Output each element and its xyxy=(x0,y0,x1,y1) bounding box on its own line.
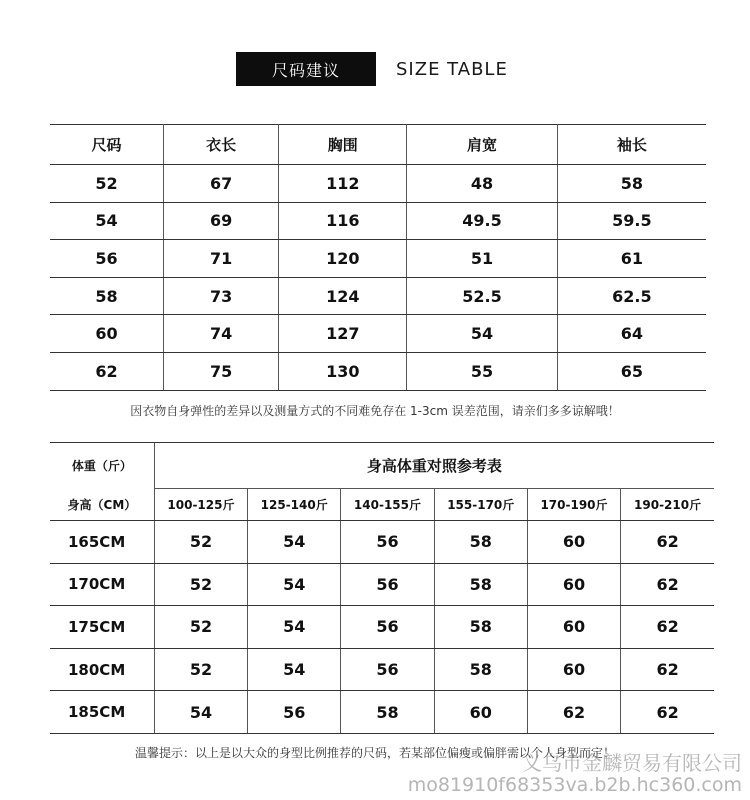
table-cell: 60 xyxy=(434,691,527,734)
tip-note: 温馨提示：以上是以大众的身型比例推荐的尺码，若某部位偏瘦或偏胖需以个人身型而定！ xyxy=(134,746,615,760)
table-cell: 130 xyxy=(279,352,407,390)
table-cell: 54 xyxy=(248,563,341,606)
table-cell: 58 xyxy=(434,521,527,564)
size-col-header: 衣长 xyxy=(163,125,278,165)
table-cell: 73 xyxy=(163,277,278,315)
table-cell: 124 xyxy=(279,277,407,315)
height-weight-table xyxy=(50,442,714,734)
table-cell: 56 xyxy=(341,648,434,691)
table-cell: 52.5 xyxy=(407,277,558,315)
table-cell: 62 xyxy=(621,691,714,734)
table-cell: 54 xyxy=(407,315,558,353)
table-row xyxy=(50,648,714,691)
size-table xyxy=(50,124,706,391)
table-cell: 56 xyxy=(341,563,434,606)
table-cell: 112 xyxy=(279,165,407,203)
watermark-company: 义乌市金麟贸易有限公司 xyxy=(522,751,742,775)
table-cell: 56 xyxy=(341,521,434,564)
table-cell: 49.5 xyxy=(407,202,558,240)
table-cell: 62 xyxy=(621,648,714,691)
table-cell: 62 xyxy=(621,521,714,564)
table-row xyxy=(50,563,714,606)
header-title-cn: 尺码建议 xyxy=(236,52,376,86)
height-cell: 165CM xyxy=(50,521,154,564)
table-cell: 60 xyxy=(50,315,163,353)
table-cell: 54 xyxy=(248,648,341,691)
table-cell: 62 xyxy=(621,606,714,649)
table-cell: 65 xyxy=(557,352,706,390)
table-cell: 56 xyxy=(50,240,163,278)
weight-label: 体重（斤） xyxy=(50,443,154,489)
table-cell: 71 xyxy=(163,240,278,278)
table-row xyxy=(50,521,714,564)
table-cell: 60 xyxy=(527,606,620,649)
size-table-header-row xyxy=(50,125,706,165)
weight-range-header: 190-210斤 xyxy=(621,489,714,521)
table-cell: 60 xyxy=(527,563,620,606)
table-cell: 54 xyxy=(248,521,341,564)
height-cell: 175CM xyxy=(50,606,154,649)
table-cell: 58 xyxy=(341,691,434,734)
height-cell: 180CM xyxy=(50,648,154,691)
table-cell: 62 xyxy=(621,563,714,606)
size-col-header: 胸围 xyxy=(279,125,407,165)
height-label: 身高（CM） xyxy=(50,489,154,521)
table-cell: 52 xyxy=(50,165,163,203)
table-cell: 52 xyxy=(154,648,247,691)
size-col-header: 袖长 xyxy=(557,125,706,165)
table-row xyxy=(50,606,714,649)
header xyxy=(236,52,508,86)
table-cell: 52 xyxy=(154,521,247,564)
table-cell: 54 xyxy=(154,691,247,734)
table-cell: 58 xyxy=(434,563,527,606)
weight-range-header: 170-190斤 xyxy=(527,489,620,521)
table-cell: 58 xyxy=(50,277,163,315)
table-cell: 58 xyxy=(434,648,527,691)
table-cell: 58 xyxy=(434,606,527,649)
table-row xyxy=(50,352,706,390)
table-row xyxy=(50,277,706,315)
table-cell: 120 xyxy=(279,240,407,278)
table-cell: 62 xyxy=(50,352,163,390)
watermark xyxy=(408,752,742,796)
size-col-header: 尺码 xyxy=(50,125,163,165)
header-title-en: SIZE TABLE xyxy=(396,58,508,80)
table-cell: 75 xyxy=(163,352,278,390)
table-cell: 60 xyxy=(527,521,620,564)
table-cell: 54 xyxy=(248,606,341,649)
table-cell: 60 xyxy=(527,648,620,691)
weight-range-header: 100-125斤 xyxy=(154,489,247,521)
weight-range-header: 140-155斤 xyxy=(341,489,434,521)
size-col-header: 肩宽 xyxy=(407,125,558,165)
measurement-note: 因衣物自身弹性的差异以及测量方式的不同难免存在 1-3cm 误差范围，请亲们多多谅解哦！ xyxy=(130,404,620,418)
table-cell: 55 xyxy=(407,352,558,390)
table-row xyxy=(50,202,706,240)
table-row xyxy=(50,691,714,734)
table-cell: 74 xyxy=(163,315,278,353)
table-cell: 61 xyxy=(557,240,706,278)
table-cell: 58 xyxy=(557,165,706,203)
height-cell: 170CM xyxy=(50,563,154,606)
weight-range-header: 155-170斤 xyxy=(434,489,527,521)
weight-range-header: 125-140斤 xyxy=(248,489,341,521)
table-row xyxy=(50,240,706,278)
table-cell: 67 xyxy=(163,165,278,203)
table-row xyxy=(50,315,706,353)
hw-table-title: 身高体重对照参考表 xyxy=(154,443,714,489)
table-cell: 116 xyxy=(279,202,407,240)
table-cell: 64 xyxy=(557,315,706,353)
table-cell: 48 xyxy=(407,165,558,203)
table-cell: 62.5 xyxy=(557,277,706,315)
table-cell: 56 xyxy=(341,606,434,649)
table-cell: 56 xyxy=(248,691,341,734)
table-cell: 54 xyxy=(50,202,163,240)
table-cell: 62 xyxy=(527,691,620,734)
table-cell: 52 xyxy=(154,606,247,649)
table-cell: 51 xyxy=(407,240,558,278)
table-cell: 52 xyxy=(154,563,247,606)
table-cell: 127 xyxy=(279,315,407,353)
watermark-url: mo81910f68353va.b2b.hc360.com xyxy=(407,774,742,796)
table-cell: 69 xyxy=(163,202,278,240)
table-cell: 59.5 xyxy=(557,202,706,240)
height-cell: 185CM xyxy=(50,691,154,734)
table-row xyxy=(50,165,706,203)
